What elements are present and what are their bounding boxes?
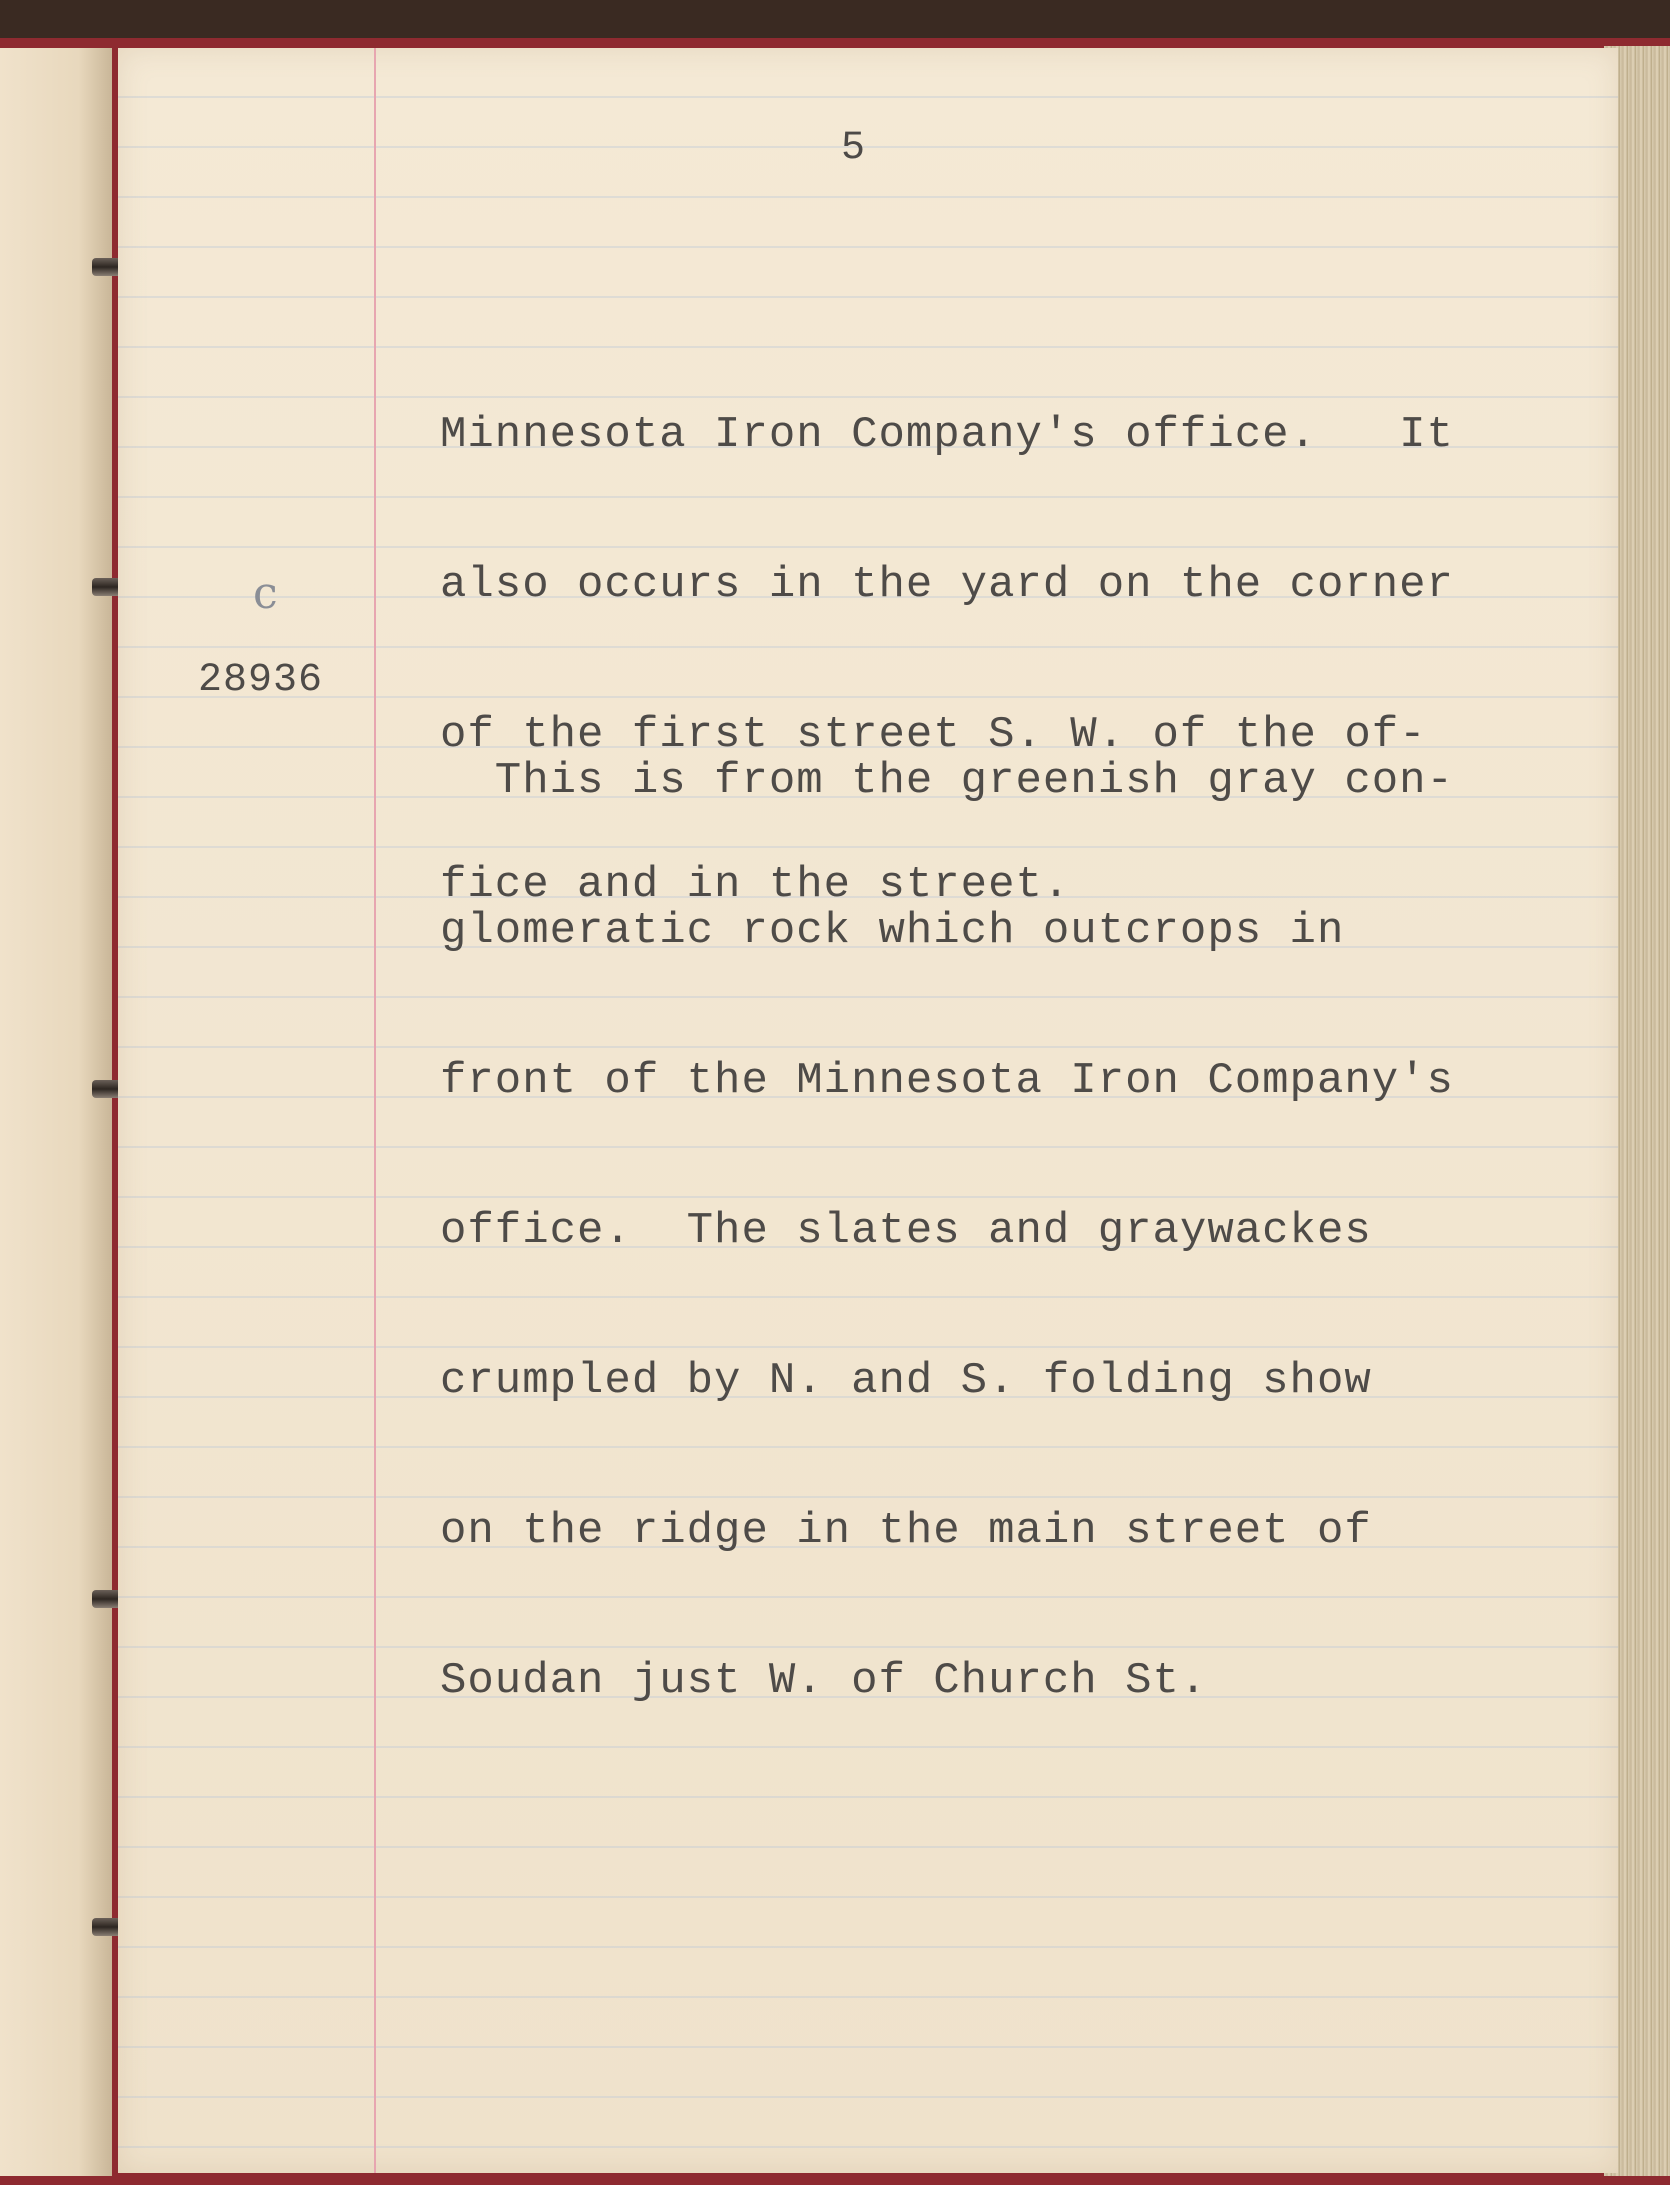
entry-paragraph <box>440 656 1454 1806</box>
text-line: front of the Minnesota Iron Company's <box>440 1056 1454 1106</box>
facing-page <box>0 48 112 2176</box>
page-number: 5 <box>840 126 865 171</box>
margin-rule <box>374 48 376 2173</box>
text-line: crumpled by N. and S. folding show <box>440 1356 1372 1406</box>
text-line: Soudan just W. of Church St. <box>440 1656 1208 1706</box>
text-line: This is from the greenish gray con- <box>440 756 1454 806</box>
catalog-number: 28936 <box>198 658 324 703</box>
text-line: of the first street S. W. of the of- <box>440 710 1427 760</box>
text-line: office. The slates and graywackes <box>440 1206 1372 1256</box>
text-line: on the ridge in the main street of <box>440 1506 1372 1556</box>
text-line: Minnesota Iron Company's office. It <box>440 410 1454 460</box>
text-line: glomeratic rock which outcrops in <box>440 906 1345 956</box>
notebook-page <box>118 48 1618 2173</box>
text-line: fice and in the street. <box>440 860 1071 910</box>
handwritten-annotation: c <box>253 568 278 619</box>
text-line: also occurs in the yard on the corner <box>440 560 1454 610</box>
